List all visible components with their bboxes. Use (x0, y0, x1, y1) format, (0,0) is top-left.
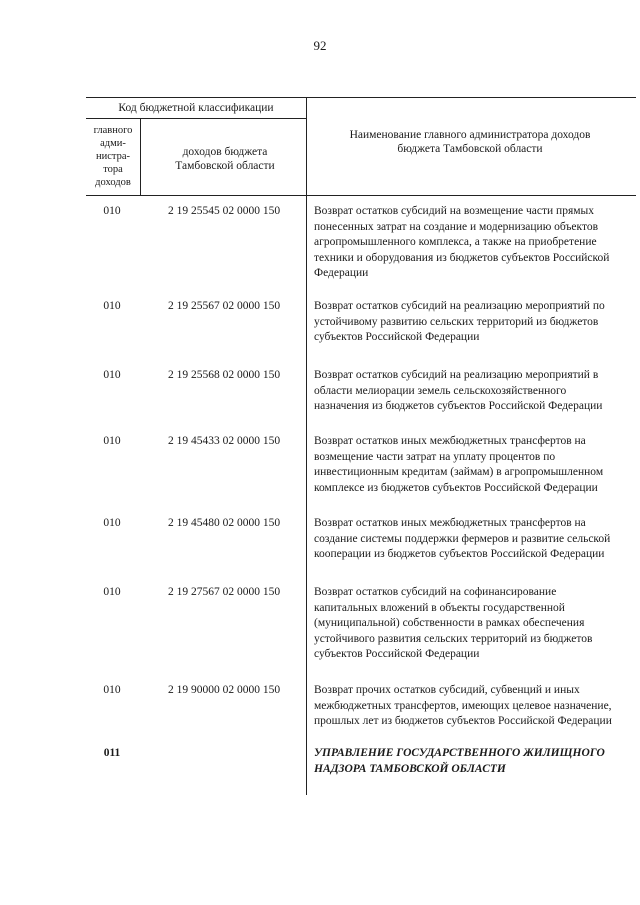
kbk-code: 2 19 25567 02 0000 150 (167, 300, 281, 312)
admin-code: 010 (103, 684, 121, 696)
row-name: Возврат прочих остатков субсидий, субвенций и иных межбюджетных трансфертов, имеющих целевое назначение, прошлых лет из бюджетов субъектов Российской Федерации (314, 684, 612, 727)
header-bottom-border (86, 195, 636, 196)
kbk-code: 2 19 25568 02 0000 150 (167, 369, 281, 381)
row-name: Возврат остатков субсидий на возмещение части прямых понесенных затрат на создание и модернизацию объектов агропромышленного комплекса, а также на приобретение техники и оборудования из бюджетов субъектов Российской Федерации (314, 205, 610, 279)
column-separator-2 (306, 97, 307, 795)
header-col-admin: главного адми-нистра-тора доходов (93, 125, 133, 188)
header-subgroup-line (86, 118, 306, 119)
kbk-code: 2 19 25545 02 0000 150 (167, 205, 281, 217)
kbk-code: 2 19 27567 02 0000 150 (167, 586, 281, 598)
admin-code: 010 (103, 435, 121, 447)
kbk-code: 2 19 45433 02 0000 150 (167, 435, 281, 447)
row-name: Возврат остатков субсидий на софинансирование капитальных вложений в объекты государственной (муниципальной) собственности в рамках обеспечения устойчивого развития сельских территорий из бюджетов субъектов Российской Федерации (314, 586, 593, 660)
table-top-border (86, 97, 636, 98)
admin-code: 010 (103, 586, 121, 598)
admin-code: 010 (103, 517, 121, 529)
row-name: Возврат остатков субсидий на реализацию мероприятий в области мелиорации земель сельскохозяйственного назначения из бюджетов субъектов Российской Федерации (314, 369, 603, 412)
row-name: Возврат остатков субсидий на реализацию мероприятий по устойчивому развитию сельских территорий из бюджетов субъектов Российской Федерации (314, 300, 605, 343)
header-col-name: Наименование главного администратора доходов бюджета Тамбовской области (349, 129, 591, 155)
admin-code: 011 (103, 747, 121, 759)
column-separator-1 (140, 118, 141, 195)
kbk-code: 2 19 90000 02 0000 150 (167, 684, 281, 696)
page-number: 92 (313, 38, 327, 53)
header-group-title: Код бюджетной классификации (118, 102, 274, 114)
admin-code: 010 (103, 205, 121, 217)
admin-code: 010 (103, 369, 121, 381)
header-col-revenue: доходов бюджета Тамбовской области (175, 146, 275, 172)
kbk-code: 2 19 45480 02 0000 150 (167, 517, 281, 529)
admin-code: 010 (103, 300, 121, 312)
row-name: Возврат остатков иных межбюджетных трансфертов на создание системы поддержки фермеров и развитие сельской кооперации из бюджетов субъектов Российской Федерации (314, 517, 611, 560)
row-name: Возврат остатков иных межбюджетных трансфертов на возмещение части затрат на уплату процентов по инвестиционным кредитам (займам) в агропромышленном комплексе из бюджетов субъектов Российской Федерации (314, 435, 604, 494)
row-name: УПРАВЛЕНИЕ ГОСУДАРСТВЕННОГО ЖИЛИЩНОГО НАДЗОРА ТАМБОВСКОЙ ОБЛАСТИ (314, 747, 605, 775)
